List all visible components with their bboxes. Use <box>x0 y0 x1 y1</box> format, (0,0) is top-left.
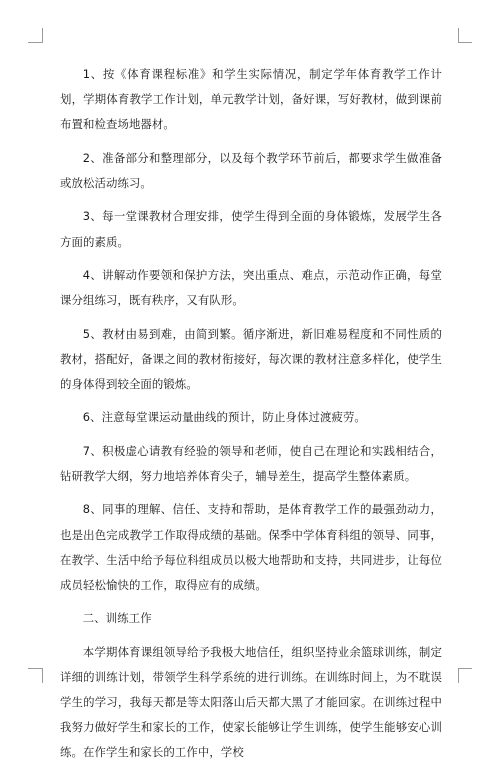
crop-mark-top-left-v <box>42 28 43 43</box>
paragraph-7: 7、积极虚心请教有经验的领导和老师，使自己在理论和实践相结合，钻研教学大纲，努力地培养体育尖子，辅导差生，提高学生整体素质。 <box>60 443 442 483</box>
document-body <box>60 62 442 766</box>
crop-mark-top-left-h <box>28 42 42 43</box>
paragraph-1: 1、按《体育课程标准》和学生实际情况，制定学年体育教学工作计划，学期体育教学工作计划，单元教学计划，备好课，写好教材，做到课前布置和检查场地器材。 <box>60 67 442 132</box>
crop-mark-top-right-v <box>458 28 459 43</box>
paragraph-4: 4、讲解动作要领和保护方法，突出重点、难点，示范动作正确，每堂课分组练习，既有秩序，又有队形。 <box>60 267 442 308</box>
paragraph-2: 2、准备部分和整理部分，以及每个教学环节前后，都要求学生做准备或放松活动练习。 <box>60 150 442 190</box>
paragraph-6: 6、注意每堂课运动量曲线的预计，防止身体过渡疲劳。 <box>82 410 366 425</box>
paragraph-5: 5、教材由易到难，由简到繁。循序渐进，新旧难易程度和不同性质的教材，搭配好，备课之间的教材衔接好，每次课的教材注意多样化，使学生的身体得到较全面的锻炼。 <box>60 326 442 391</box>
crop-mark-bottom-left-h <box>28 668 42 669</box>
crop-mark-bottom-right-h <box>458 668 472 669</box>
section-paragraph: 本学期体育课组领导给予我极大地信任，组织坚持业余篮球训练，制定详细的训练计划，带领学生科学系统的进行训练。在训练时间上，为不耽误学生的学习，我每天都是等太阳落山后天都大黑了才能回家。在训练过程中我努力做好学生和家长的工作，使家长能够让学生训练，使学生能够安心训练。在作学生和家长的工作中，学校 <box>60 644 442 760</box>
paragraph-8: 8、同事的理解、信任、支持和帮助，是体育教学工作的最强劲动力，也是出色完成教学工作取得成绩的基础。保季中学体育科组的领导、同事，在教学、生活中给予每位科组成员以极大地帮助和支持，共同进步，让每位成员轻松愉快的工作，取得应有的成绩。 <box>60 502 442 592</box>
paragraph-3: 3、每一堂课教材合理安排，使学生得到全面的身体锻炼，发展学生各方面的素质。 <box>60 209 442 249</box>
crop-mark-bottom-right-v <box>458 668 459 683</box>
section-heading: 二、训练工作 <box>82 611 152 626</box>
crop-mark-bottom-left-v <box>42 668 43 683</box>
crop-mark-top-right-h <box>458 42 472 43</box>
